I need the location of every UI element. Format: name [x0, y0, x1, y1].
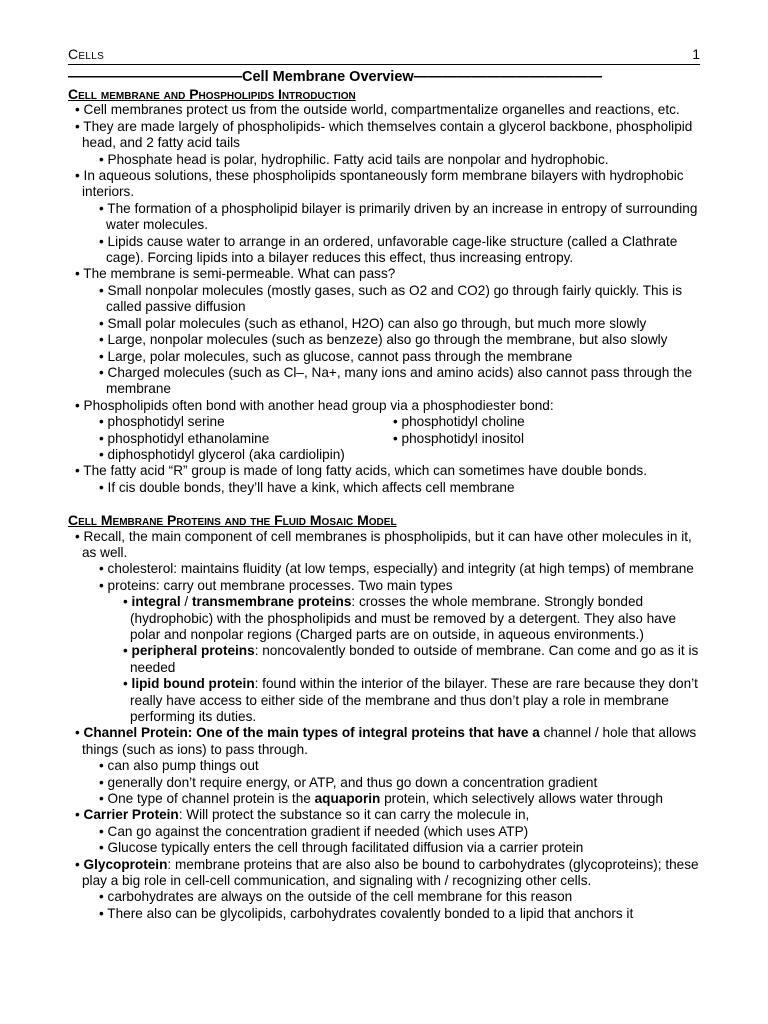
- list-item: • lipid bound protein: found within the interior of the bilayer. These are rare because they don’t really have access to either side of the membrane and thus don’t play a role in membrane performing its duties.: [123, 676, 698, 724]
- list-item: • Can go against the concentration gradient if needed (which uses ATP): [99, 823, 529, 839]
- list-item: • Large, polar molecules, such as glucose, cannot pass through the membrane: [99, 348, 573, 364]
- list-item: • Cell membranes protect us from the outside world, compartmentalize organelles and reactions, etc.: [75, 102, 680, 118]
- list-item: • phosphotidyl serine: [99, 414, 225, 430]
- list-item: • The fatty acid “R” group is made of long fatty acids, which can sometimes have double bonds.: [75, 463, 647, 479]
- term-carrier-protein: Carrier Protein: [83, 807, 179, 823]
- running-title: Cells: [68, 46, 105, 62]
- list-item: • Glycoprotein: membrane proteins that are also also be bound to carbohydrates (glycoproteins); these play a big role in cell-cell communication, and signaling with / recognizing other cells.: [75, 856, 699, 889]
- list-item: • Carrier Protein: Will protect the substance so it can carry the molecule in,: [75, 807, 530, 823]
- list-item: • cholesterol: maintains fluidity (at low temps, especially) and integrity (at high temps) of membrane: [99, 561, 694, 577]
- list-item: • can also pump things out: [99, 758, 259, 774]
- list-item: • Small polar molecules (such as ethanol, H2O) can also go through, but much more slowly: [99, 315, 647, 331]
- list-item: • They are made largely of phospholipids- which themselves contain a glycerol backbone, phospholipid head, and 2 fatty acid tails: [75, 118, 693, 151]
- list-item: • The membrane is semi-permeable. What can pass?: [75, 266, 396, 282]
- list-item: • peripheral proteins: noncovalently bonded to outside of membrane. Can come and go as it is needed: [123, 643, 699, 675]
- list-item: • The formation of a phospholipid bilayer is primarily driven by an increase in entropy of surrounding water molecules.: [99, 200, 698, 233]
- two-column-row: [68, 414, 708, 430]
- list-item: • Small nonpolar molecules (mostly gases, such as O2 and CO2) go through fairly quickly. This is called passive diffusion: [99, 282, 682, 315]
- list-item: • Recall, the main component of cell membranes is phospholipids, but it can have other molecules in it, as well.: [75, 528, 692, 560]
- two-column-row: [68, 447, 708, 463]
- term-integral: integral: [131, 594, 181, 610]
- list-item: • Large, nonpolar molecules (such as benzeze) also go through the membrane, but also slowly: [99, 332, 668, 348]
- page-title: ————————————Cell Membrane Overview—————————————: [68, 69, 603, 85]
- list-item: • phosphotidyl choline: [393, 414, 525, 430]
- list-item: • Lipids cause water to arrange in an ordered, unfavorable cage-like structure (called a Clathrate cage). Forcing lipids into a bilayer reduces this effect, thus increasing entropy.: [99, 233, 678, 266]
- list-item: • Charged molecules (such as Cl–, Na+, many ions and amino acids) also cannot pass through the membrane: [99, 364, 693, 397]
- term-lipid-bound: lipid bound protein: [131, 676, 255, 692]
- list-item: • integral / transmembrane proteins: crosses the whole membrane. Strongly bonded (hydrophobic) with the phospholipids and must be removed by a detergent. They also have polar and nonpolar regions (Charged parts are on outside, in aqueous environments.): [123, 594, 677, 642]
- running-header: [68, 45, 700, 65]
- page-number: 1: [692, 46, 700, 62]
- list-item: • phosphotidyl ethanolamine: [99, 430, 270, 446]
- list-item: • Channel Protein: One of the main types of integral proteins that have a channel / hole that allows things (such as ions) to pass through.: [75, 725, 697, 757]
- list-item: • Phosphate head is polar, hydrophilic. Fatty acid tails are nonpolar and hydrophobic.: [99, 151, 609, 167]
- section-heading-phospholipids: Cell membrane and Phospholipids Introduction: [68, 86, 356, 102]
- term-transmembrane: transmembrane proteins: [192, 594, 352, 610]
- list-item: • In aqueous solutions, these phospholipids spontaneously form membrane bilayers with hydrophobic interiors.: [75, 168, 684, 200]
- list-item: • proteins: carry out membrane processes. Two main types: [99, 577, 453, 593]
- list-item: • Phospholipids often bond with another head group via a phosphodiester bond:: [75, 397, 554, 413]
- document-body: [68, 68, 708, 922]
- list-item: • phosphotidyl inositol: [393, 430, 524, 446]
- section-heading-membrane-proteins: Cell Membrane Proteins and the Fluid Mosaic Model: [68, 512, 397, 529]
- list-item: • There also can be glycolipids, carbohydrates covalently bonded to a lipid that anchors it: [99, 905, 634, 921]
- list-item: • If cis double bonds, they’ll have a kink, which affects cell membrane: [99, 479, 515, 495]
- term-aquaporin: aquaporin: [314, 791, 381, 807]
- term-glycoprotein: Glycoprotein: [83, 856, 168, 872]
- section-spacer: [68, 496, 708, 512]
- list-item: • carbohydrates are always on the outside of the cell membrane for this reason: [99, 889, 573, 905]
- list-item: • diphosphotidyl glycerol (aka cardiolipin): [99, 446, 345, 462]
- list-item: • Glucose typically enters the cell through facilitated diffusion via a carrier protein: [99, 840, 584, 856]
- term-peripheral: peripheral proteins: [131, 643, 255, 659]
- term-channel-protein: Channel Protein: One of the main types of integral proteins that have a: [83, 725, 540, 741]
- list-item: • One type of channel protein is the aquaporin protein, which selectively allows water through: [99, 791, 663, 807]
- two-column-row: [68, 431, 708, 447]
- list-item: • generally don’t require energy, or ATP, and thus go down a concentration gradient: [99, 774, 598, 790]
